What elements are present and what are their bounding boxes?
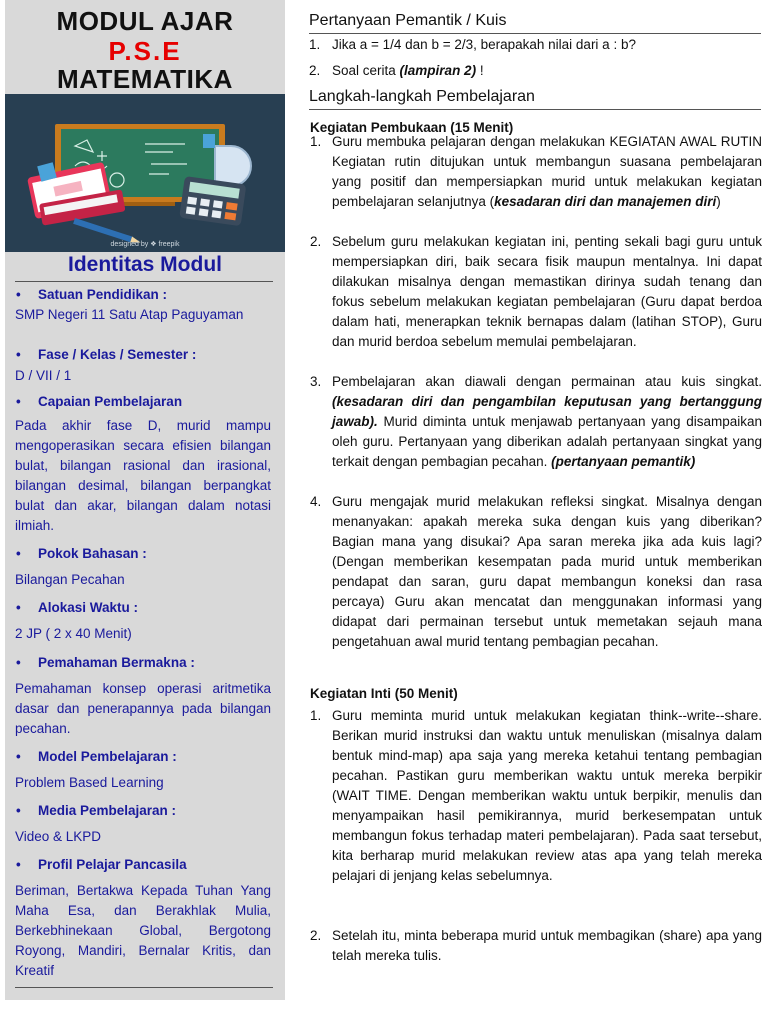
field-label: • Alokasi Waktu : [16, 600, 139, 615]
module-title: MODUL AJAR [56, 6, 234, 36]
pertanyaan-heading: Pertanyaan Pemantik / Kuis [309, 12, 761, 34]
field-label: • Pemahaman Bermakna : [16, 655, 195, 670]
langkah-heading: Langkah-langkah Pembelajaran [309, 88, 761, 110]
image-credit: designed by ❖ freepik [110, 241, 180, 248]
field-value-model: Problem Based Learning [15, 775, 164, 790]
inti-heading: Kegiatan Inti (50 Menit) [310, 686, 458, 701]
field-label: • Model Pembelajaran : [16, 749, 177, 764]
field-value-pemahaman: Pemahaman konsep operasi aritmetika dasar dan penerapannya pada bilangan pecahan. [15, 681, 271, 736]
math-illustration [5, 94, 285, 252]
question-item: 2. Soal cerita (lampiran 2) ! [309, 63, 484, 78]
list-item: 1. Guru membuka pelajaran dengan melakukan KEGIATAN AWAL RUTIN Kegiatan rutin ditujukan untuk membangun suasana pembelajaran yang positif dan mempersiapkan murid untuk melakukan kegiatan pembelajaran selanjutnya (kesadaran diri dan manajemen diri) [310, 134, 762, 209]
field-value-media: Video & LKPD [15, 829, 102, 844]
field-value-profil: Beriman, Bertakwa Kepada Tuhan Yang Maha Esa, dan Berakhlak Mulia, Berkebhinekaan Global, Bergotong Royong, Mandiri, Bernalar Kritis, dan Kreatif [15, 883, 271, 978]
divider [15, 281, 273, 282]
field-value-fase: D / VII / 1 [15, 368, 72, 383]
list-item: 3. Pembelajaran akan diawali dengan permainan atau kuis singkat. (kesadaran diri dan pengambilan keputusan yang bertanggung jawab). Murid diminta untuk menjawab pertanyaan yang disampaikan oleh guru. Pertanyaan yang diberikan adalah pertanyaan singkat yang terkait dengan pembagian pecahan. (pertanyaan pemantik) [310, 374, 762, 469]
field-value-satuan: SMP Negeri 11 Satu Atap Paguyaman [15, 307, 244, 322]
list-item: 2. Sebelum guru melakukan kegiatan ini, penting sekali bagi guru untuk mempersiapkan diri, baik secara fisik maupun mentalnya. Ini dapat dilakukan misalnya dengan memastikan dirinya sudah tenang dan fokus sebelum melakukan kegiatan pembelajaran (Guru dapat berdoa dalam hati, menerapkan teknik bernapas dalam (latihan STOP), Guru dan murid berdoa sebelum memulai pembelajaran. [310, 234, 762, 349]
identity-sidebar [5, 0, 285, 1000]
field-label: • Pokok Bahasan : [16, 546, 147, 561]
field-value-capaian: Pada akhir fase D, murid mampu mengoperasikan secara efisien bilangan bulat, bilangan rasional dan irasional, bilangan desimal, bilangan berpangkat bulat dan akar, bilangan dalam notasi ilmiah. [15, 418, 271, 533]
module-subject: MATEMATIKA [57, 64, 233, 94]
field-label: • Profil Pelajar Pancasila [16, 857, 187, 872]
field-value-pokok: Bilangan Pecahan [15, 572, 125, 587]
list-item: 2. Setelah itu, minta beberapa murid untuk membagikan (share) apa yang telah mereka tulis. [310, 928, 762, 963]
field-label: • Capaian Pembelajaran [16, 394, 183, 409]
field-label: • Satuan Pendidikan : [16, 287, 168, 302]
question-item: 1. Jika a = 1/4 dan b = 2/3, berapakah nilai dari a : b? [309, 37, 636, 52]
divider [15, 987, 273, 988]
field-label: • Media Pembelajaran : [16, 803, 177, 818]
field-label: • Fase / Kelas / Semester : [16, 347, 197, 362]
inti-list [310, 706, 762, 966]
identity-heading: Identitas Modul [68, 253, 222, 276]
list-item: 1. Guru meminta murid untuk melakukan kegiatan think--write--share. Berikan murid instruksi dan waktu untuk menuliskan (misalnya dalam bentuk mind-map) apa saja yang mereka ketahui tentang pembagian pecahan. Pastikan guru memberikan waktu untuk mereka berpikir (WAIT TIME. Dengan memberikan waktu untuk berpikir, menulis dan menyampaikan hasil pemikirannya, murid berkesempatan untuk membangun fokus terhadap materi pembelajaran). Pada saat tersebut, kita berharap murid melakukan review atas apa yang telah mereka pelajari di jenjang kelas sebelumnya. [310, 708, 762, 883]
pembukaan-heading: Kegiatan Pembukaan (15 Menit) [310, 120, 514, 135]
field-value-alokasi: 2 JP ( 2 x 40 Menit) [15, 626, 132, 641]
module-subtitle: P.S.E [108, 36, 182, 66]
list-item: 4. Guru mengajak murid melakukan refleksi singkat. Misalnya dengan menanyakan: apakah mereka suka dengan kuis yang diberikan? Bagian mana yang disukai? Apa saran mereka jika ada kuis lagi? (Dengan memberikan kesempatan pada murid untuk memberikan pendapat dan saran, guru dapat membangun koneksi dan rasa percaya) Guru akan mencatat dan menggunakan informasi yang didapat dari permainan tersebut untuk memetakan sejauh mana pengetahuan awal murid tentang pembagian pecahan. [310, 494, 762, 649]
chalkboard-illustration-icon [5, 94, 285, 252]
pembukaan-list [310, 132, 762, 652]
